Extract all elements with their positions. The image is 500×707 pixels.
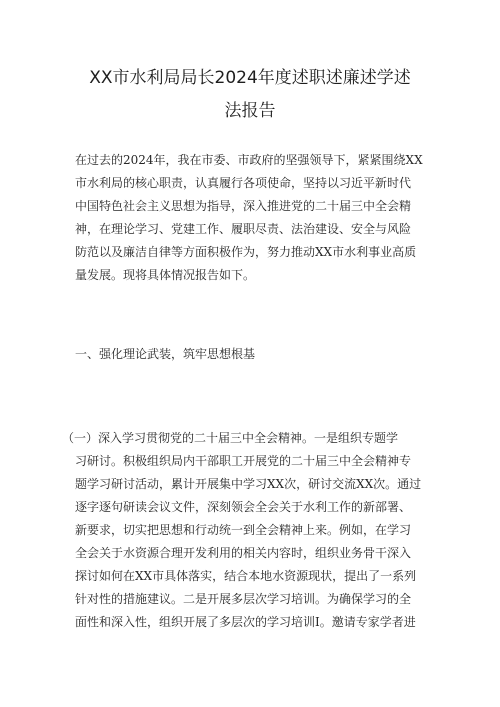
- intro-line: 神，在理论学习、党建工作、履职尽责、法治建设、安全与风险: [75, 222, 412, 236]
- section-paragraph-line: （一）深入学习贯彻党的二十届三中全会精神。一是组织专题学: [62, 431, 399, 445]
- section-heading: 一、强化理论武装，筑牢思想根基: [75, 347, 256, 361]
- title-line-1: XX市水利局局长2024年度述职述廉述学述: [89, 68, 411, 88]
- section-paragraph-line: 探讨如何在XX市具体落实，结合本地水资源现状，提出了一系列: [75, 569, 417, 583]
- section-paragraph-line: 逐字逐句研读会议文件，深刻领会全会关于水利工作的新部署、: [75, 500, 412, 514]
- section-paragraph-line: 全会关于水资源合理开发利用的相关内容时，组织业务骨干深入: [75, 546, 412, 560]
- section-paragraph-line: 题学习研讨活动，累计开展集中学习XX次，研讨交流XX次。通过: [75, 477, 422, 491]
- title-line-2: 法报告: [224, 101, 276, 121]
- intro-line: 中国特色社会主义思想为指导，深入推进党的二十届三中全会精: [75, 199, 412, 213]
- document-title: [70, 62, 430, 128]
- intro-line: 在过去的2024年，我在市委、市政府的坚强领导下，紧紧围绕XX: [75, 153, 423, 167]
- intro-line: 量发展。现将具体情况报告如下。: [75, 268, 256, 282]
- section-paragraph-line: 新要求，切实把思想和行动统一到全会精神上来。例如，在学习: [75, 523, 412, 537]
- section-paragraph-line: 面性和深入性，组织开展了多层次的学习培训I。邀请专家学者进: [75, 615, 416, 629]
- intro-line: 市水利局的核心职责，认真履行各项使命，坚持以习近平新时代: [75, 176, 412, 190]
- section-paragraph-line: 习研讨。积极组织局内干部职工开展党的二十届三中全会精神专: [75, 454, 412, 468]
- section-paragraph-line: 针对性的措施建议。二是开展多层次学习培训。为确保学习的全: [75, 592, 412, 606]
- intro-line: 防范以及廉洁自律等方面积极作为，努力推动XX市水利事业高质: [75, 245, 417, 259]
